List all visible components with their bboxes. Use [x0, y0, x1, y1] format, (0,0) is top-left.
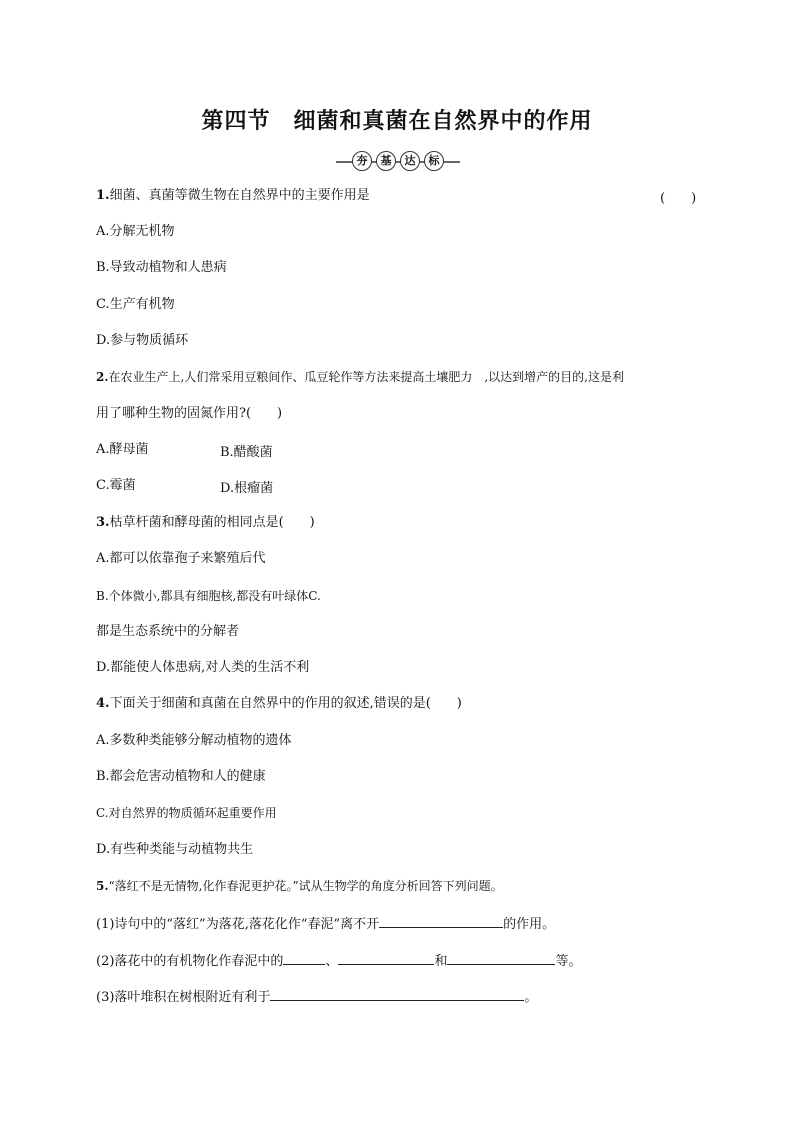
- badge-char-2: 基: [376, 151, 396, 171]
- question-3-option-a: A.都可以依靠孢子来繁殖后代: [96, 551, 266, 566]
- question-4-option-b: B.都会危害动植物和人的健康: [96, 769, 266, 784]
- question-5-sub-1-text-b: 的作用。: [503, 917, 556, 932]
- page-title: 第四节 细菌和真菌在自然界中的作用: [201, 109, 593, 134]
- question-2-option-a: A.酵母菌: [96, 442, 149, 457]
- question-2-option-c: C.霉菌: [96, 478, 136, 493]
- question-3-option-b: B.个体微小,都具有细胞核,都没有叶绿体C.: [96, 589, 321, 603]
- question-5-sub-2-text-end: 等。: [555, 954, 582, 969]
- question-3-option-d: D.都能使人体患病,对人类的生活不利: [96, 660, 310, 675]
- question-5-stem: [96, 877, 503, 895]
- question-5-number: 5.: [96, 879, 109, 893]
- question-2-text-1: 在农业生产上,人们常采用豆粮间作、瓜豆轮作等方法来提高土壤肥力 ,以达到增产的目的,这是利: [108, 370, 624, 384]
- question-4-stem: [96, 695, 462, 713]
- question-1-option-d: D.参与物质循环: [96, 333, 189, 348]
- question-4-text: 下面关于细菌和真菌在自然界中的作用的叙述,错误的是( ): [109, 696, 462, 711]
- question-1-option-b: B.导致动植物和人患病: [96, 260, 227, 275]
- question-2-stem-line2: 用了哪种生物的固氮作用?( ): [96, 406, 283, 421]
- question-5-sub-3-text-end: 。: [524, 990, 538, 1005]
- question-5-sub-2-blank-2[interactable]: [338, 950, 434, 965]
- question-5-sub-2-blank-1[interactable]: [283, 950, 325, 965]
- question-5-sub-2-sep-1: 、: [325, 954, 339, 969]
- question-5-sub-2: [96, 950, 581, 971]
- question-2-option-b: B.醋酸菌: [220, 445, 273, 460]
- question-1-stem: [96, 187, 370, 205]
- question-4-number: 4.: [96, 696, 110, 711]
- question-4-option-d: D.有些种类能与动植物共生: [96, 842, 254, 857]
- question-3-number: 3.: [96, 515, 110, 530]
- badge-char-1: 夯: [352, 151, 372, 171]
- question-2-number: 2.: [96, 370, 109, 384]
- question-1-text: 细菌、真菌等微生物在自然界中的主要作用是: [109, 188, 370, 203]
- question-5-sub-1-blank[interactable]: [379, 913, 503, 928]
- question-5-sub-2-sep-2: 和: [434, 954, 448, 969]
- question-5-sub-3: [96, 986, 537, 1007]
- question-5-sub-1: [96, 913, 555, 934]
- question-5-text: “落红不是无情物,化作春泥更护花。”试从生物学的角度分析回答下列问题。: [108, 879, 503, 893]
- question-5-sub-3-blank[interactable]: [270, 986, 524, 1001]
- question-4-option-a: A.多数种类能够分解动植物的遗体: [96, 733, 292, 748]
- question-3-stem: [96, 514, 315, 532]
- badge-char-3: 达: [400, 151, 420, 171]
- badge-char-4: 标: [424, 151, 444, 171]
- question-3-option-c: 都是生态系统中的分解者: [96, 624, 240, 639]
- question-1-answer-paren: ( ): [660, 191, 697, 206]
- question-5-sub-2-text-a: (2)落花中的有机物化作春泥中的: [96, 954, 284, 969]
- section-badge: [336, 150, 460, 172]
- question-2-stem-line1: [96, 368, 624, 386]
- question-3-text: 枯草杆菌和酵母菌的相同点是( ): [109, 515, 315, 530]
- question-1-option-c: C.生产有机物: [96, 297, 175, 312]
- question-5-sub-3-text-a: (3)落叶堆积在树根附近有利于: [96, 990, 271, 1005]
- question-5-sub-1-text-a: (1)诗句中的“落红”为落花,落花化作“春泥”离不开: [96, 917, 380, 932]
- question-1-number: 1.: [96, 188, 110, 203]
- question-1-option-a: A.分解无机物: [96, 224, 175, 239]
- question-5-sub-2-blank-3[interactable]: [447, 950, 555, 965]
- question-4-option-c: C.对自然界的物质循环起重要作用: [96, 806, 277, 820]
- question-2-option-d: D.根瘤菌: [220, 481, 274, 496]
